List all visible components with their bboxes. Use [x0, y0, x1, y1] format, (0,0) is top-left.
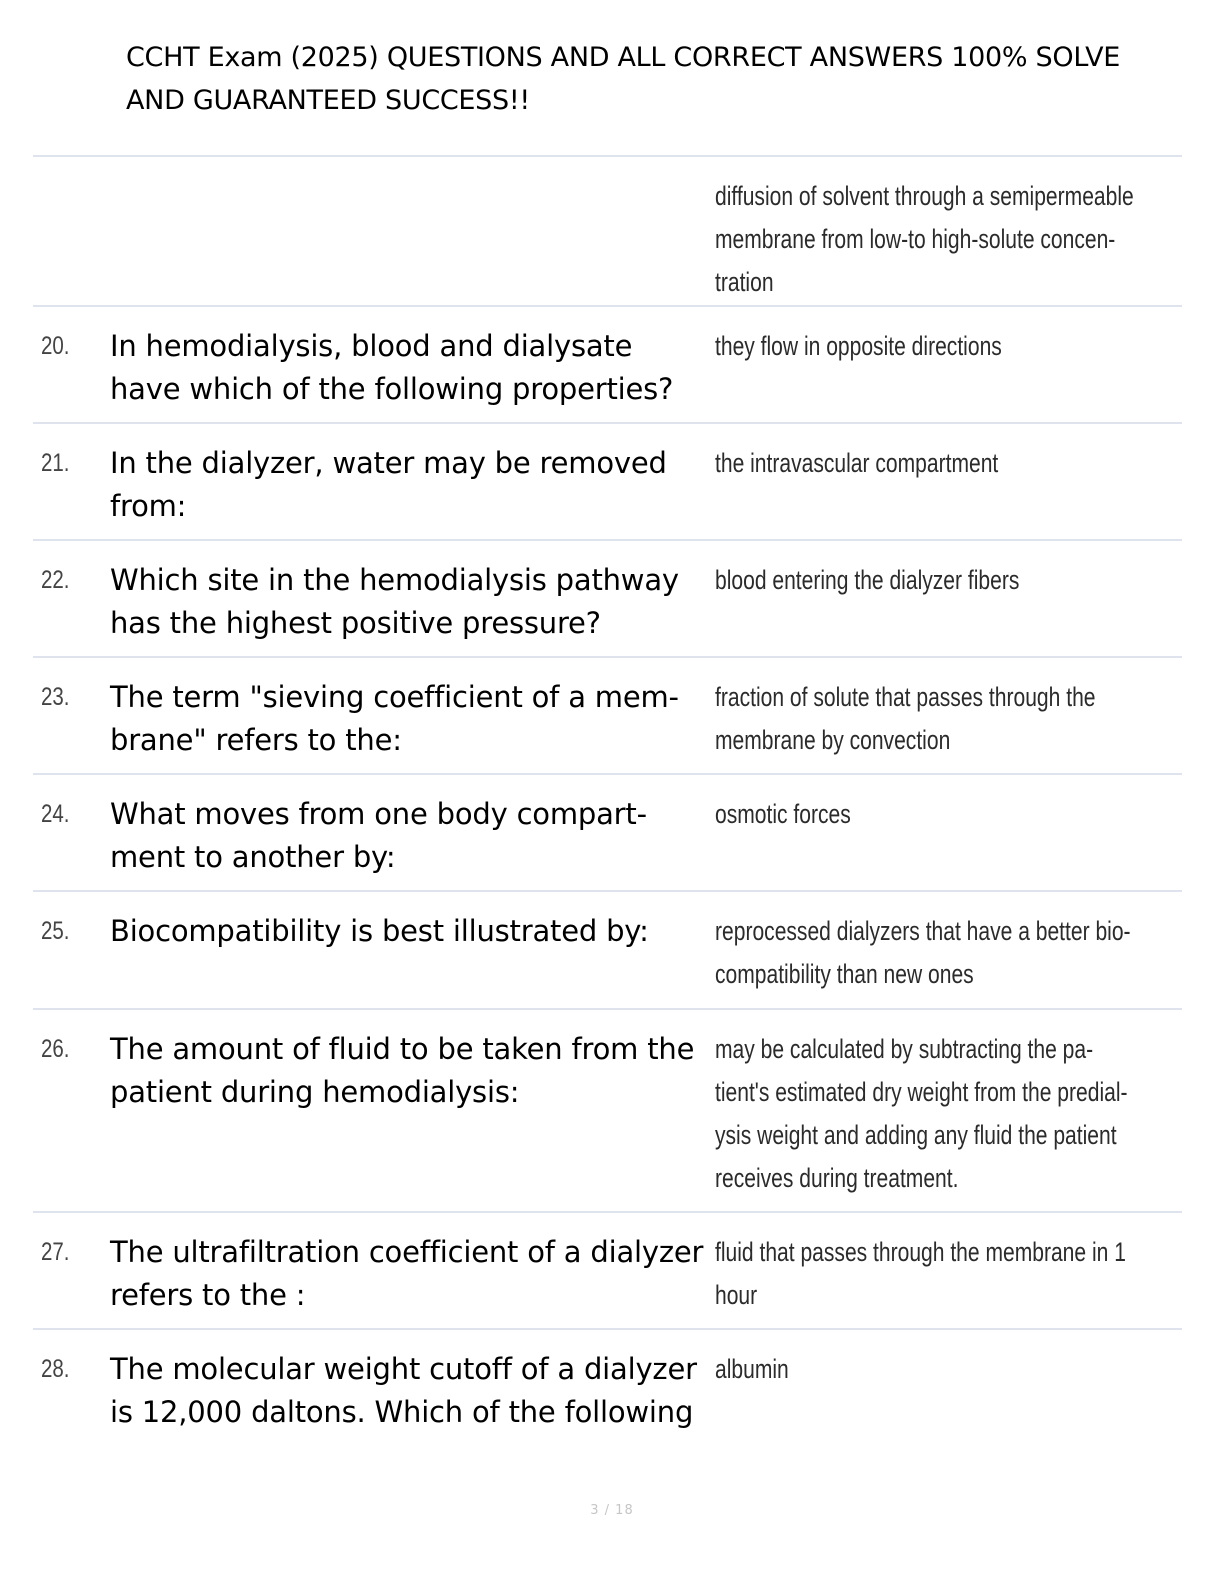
question-text: Which site in the hemodialysis pathway has the highest positive pressure? — [110, 563, 679, 640]
qa-row — [33, 1211, 1182, 1330]
answer-text: albumin — [715, 1354, 789, 1384]
question-number: 22. — [41, 566, 70, 594]
answer-text: fraction of solute that passes through the membrane by convection — [715, 682, 1096, 755]
qa-row — [33, 155, 1182, 307]
page-indicator: 3 / 18 — [590, 1503, 634, 1518]
question-number: 23. — [41, 683, 70, 711]
qa-row — [33, 1328, 1182, 1450]
document-title: CCHT Exam (2025) QUESTIONS AND ALL CORRECT ANSWERS 100% SOLVE AND GUARANTEED SUCCESS!! — [126, 42, 1121, 116]
question-text: The ultrafiltration coefficient of a dialyzer refers to the : — [110, 1235, 704, 1312]
qa-row — [33, 890, 1182, 1010]
question-number: 27. — [41, 1238, 70, 1266]
qa-row — [33, 1008, 1182, 1213]
question-number: 24. — [41, 800, 70, 828]
question-text: In the dialyzer, water may be removed from: — [110, 446, 667, 523]
qa-row — [33, 305, 1182, 424]
qa-row — [33, 773, 1182, 892]
question-text: What moves from one body compart- ment to another by: — [110, 797, 647, 874]
qa-row — [33, 422, 1182, 541]
answer-text: blood entering the dialyzer fibers — [715, 565, 1020, 595]
question-text: The molecular weight cutoff of a dialyzer is 12,000 daltons. Which of the following — [110, 1352, 697, 1429]
qa-row — [33, 656, 1182, 775]
question-text: In hemodialysis, blood and dialysate have which of the following properties? — [110, 329, 674, 406]
question-text: The amount of fluid to be taken from the patient during hemodialysis: — [110, 1032, 695, 1109]
answer-text: diffusion of solvent through a semipermeable membrane from low-to high-solute concen- tration — [715, 181, 1134, 297]
question-number: 26. — [41, 1035, 70, 1063]
question-number: 25. — [41, 917, 70, 945]
answer-text: reprocessed dialyzers that have a better bio- compatibility than new ones — [715, 916, 1131, 989]
answer-text: may be calculated by subtracting the pa- tient's estimated dry weight from the predial- ysis weight and adding any fluid the patient receives during treatment. — [715, 1034, 1128, 1193]
answer-text: they flow in opposite directions — [715, 331, 1002, 361]
qa-row — [33, 539, 1182, 658]
answer-text: osmotic forces — [715, 799, 851, 829]
question-number: 28. — [41, 1355, 70, 1383]
question-text: The term "sieving coefficient of a mem- brane" refers to the: — [110, 680, 679, 757]
question-number: 20. — [41, 332, 70, 360]
question-text: Biocompatibility is best illustrated by: — [110, 914, 649, 948]
question-number: 21. — [41, 449, 70, 477]
answer-text: the intravascular compartment — [715, 448, 999, 478]
answer-text: fluid that passes through the membrane in 1 hour — [715, 1237, 1126, 1310]
